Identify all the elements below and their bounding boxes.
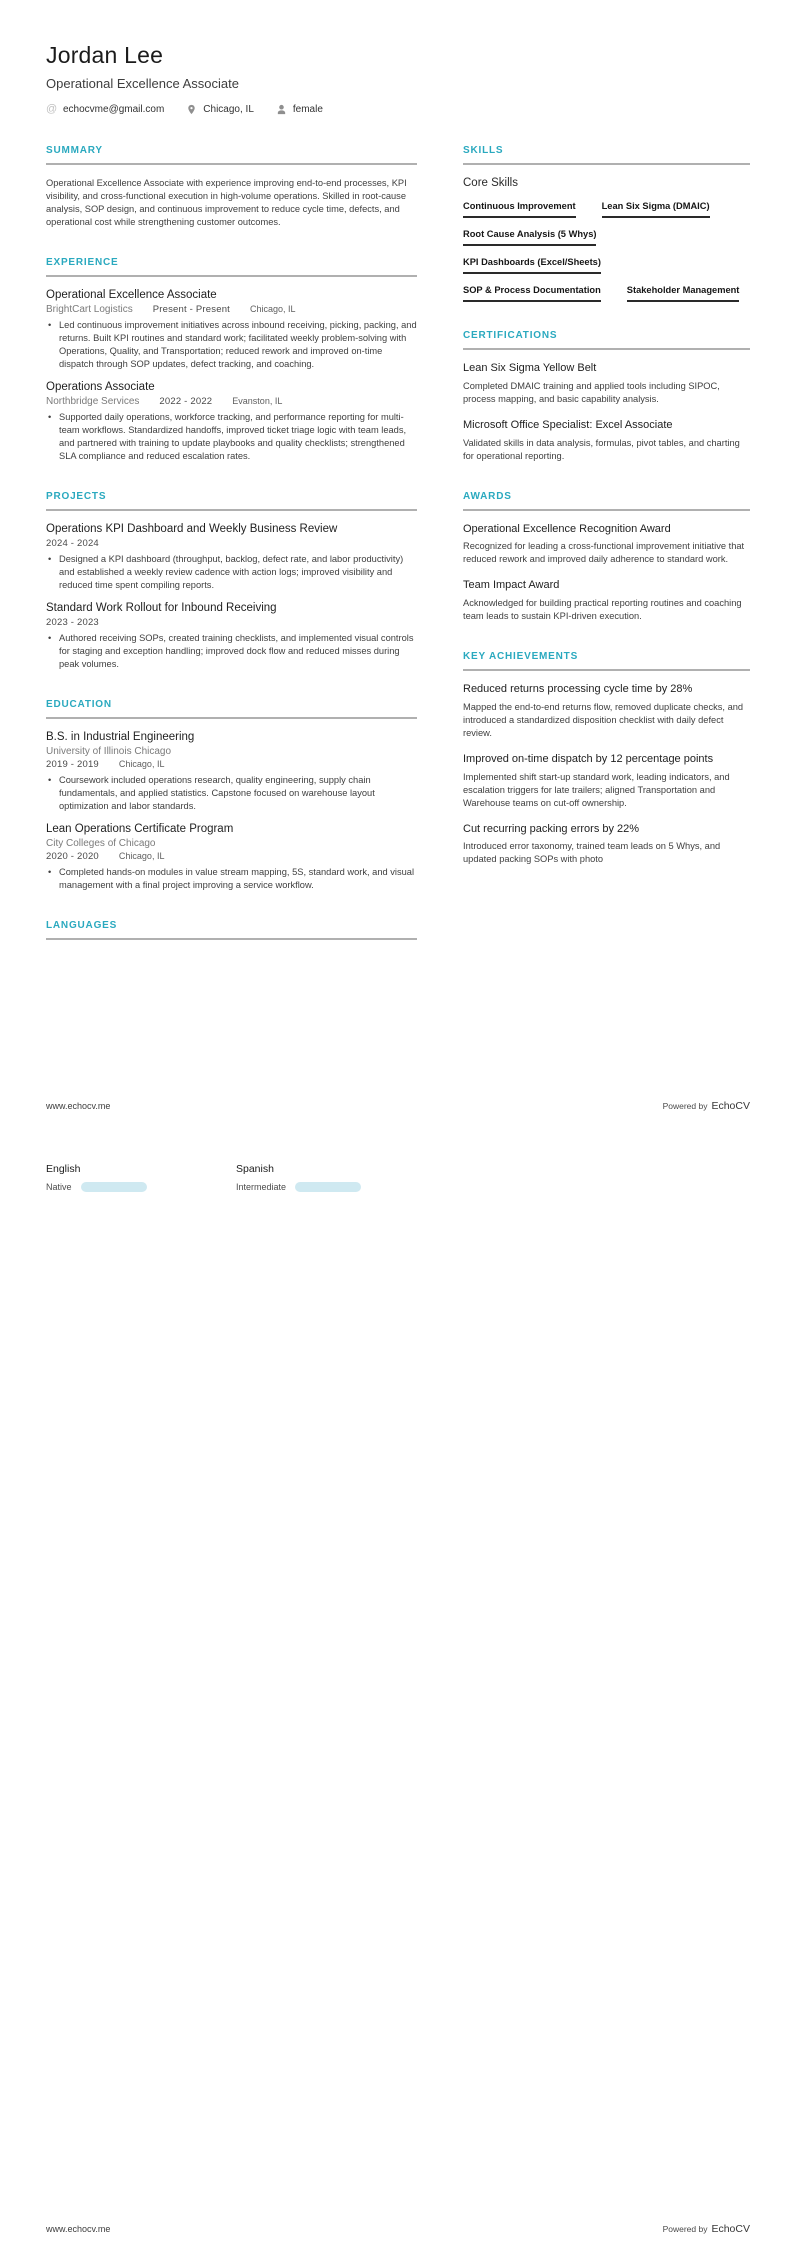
achievement-desc: Mapped the end-to-end returns flow, removed duplicate checks, and introduced a standardized disposition checklist with daily defect review.	[463, 701, 744, 738]
language-entry	[236, 1163, 426, 1192]
certification-entry	[463, 419, 750, 463]
page-footer	[46, 1100, 750, 1112]
resume-page-2	[0, 1123, 794, 2246]
language-name: Spanish	[236, 1163, 274, 1175]
award-desc: Recognized for leading a cross-functional improvement initiative that reduced rework and improved daily adherence to standard work.	[463, 541, 745, 565]
achievement-title: Improved on-time dispatch by 12 percentage points	[463, 752, 714, 765]
job-company: Northbridge Services	[46, 396, 140, 408]
skill-item: KPI Dashboards (Excel/Sheets)	[463, 257, 601, 274]
language-name: English	[46, 1163, 81, 1175]
section-skills	[463, 145, 750, 302]
award-title: Team Impact Award	[463, 579, 560, 592]
footer-site-url: www.echocv.me	[46, 2224, 111, 2234]
person-icon	[276, 104, 287, 115]
skill-item: Root Cause Analysis (5 Whys)	[463, 229, 596, 246]
degree-title: Lean Operations Certificate Program	[46, 823, 234, 836]
education-location: Chicago, IL	[118, 851, 165, 862]
footer-powered-by	[663, 1100, 750, 1112]
job-title: Operational Excellence Associate	[46, 289, 217, 302]
contact-gender-text: female	[292, 104, 323, 115]
education-entry	[46, 731, 417, 813]
certification-desc: Validated skills in data analysis, formulas, pivot tables, and charting for operational reporting.	[463, 437, 740, 461]
section-summary	[46, 145, 417, 229]
footer-powered-prefix: Powered by	[662, 2224, 708, 2234]
skills-heading: SKILLS	[463, 145, 750, 165]
project-entry	[46, 523, 417, 592]
language-entry	[46, 1163, 236, 1192]
achievement-title: Cut recurring packing errors by 22%	[463, 822, 640, 835]
languages-list	[46, 1163, 426, 1192]
language-level: Native	[46, 1182, 72, 1192]
language-proficiency-bar	[81, 1182, 147, 1192]
project-dates: 2023 - 2023	[46, 617, 99, 629]
person-job-title: Operational Excellence Associate	[46, 76, 239, 91]
education-heading: EDUCATION	[46, 699, 417, 719]
location-icon	[186, 104, 197, 115]
footer-powered-by	[663, 2223, 750, 2235]
job-bullet: • Supported daily operations, workforce tracking, and performance reporting for multi-team workflows. Standardized handoffs, improved ticket triage logic with team leads, and partnered with training to update playbooks and quality checklists; strengthened SLA compliance and reduced escalation rates.	[46, 411, 417, 463]
section-awards	[463, 491, 750, 624]
resume-columns	[0, 145, 794, 968]
certification-title: Microsoft Office Specialist: Excel Associate	[463, 418, 673, 431]
contact-email-text: echocvme@gmail.com	[63, 104, 165, 115]
contact-gender	[276, 104, 323, 115]
certification-title: Lean Six Sigma Yellow Belt	[463, 362, 597, 374]
resume-header	[0, 0, 794, 115]
award-desc: Acknowledged for building practical reporting routines and coaching team leads to sustain KPI-driven execution.	[463, 598, 742, 622]
language-level: Intermediate	[236, 1182, 287, 1192]
footer-powered-prefix: Powered by	[662, 1101, 708, 1111]
job-dates: Present - Present	[152, 304, 231, 316]
job-company: BrightCart Logistics	[46, 304, 133, 316]
skills-group-title: Core Skills	[463, 177, 518, 189]
at-icon: @	[46, 103, 58, 115]
section-education	[46, 699, 417, 892]
languages-heading: LANGUAGES	[46, 920, 417, 940]
person-name: Jordan Lee	[46, 42, 164, 68]
certification-desc: Completed DMAIC training and applied tools including SIPOC, process mapping, and basic capability analysis.	[463, 380, 720, 404]
experience-entry	[46, 381, 417, 463]
skill-item: Lean Six Sigma (DMAIC)	[602, 201, 710, 218]
projects-heading: PROJECTS	[46, 491, 417, 511]
skills-list	[463, 201, 750, 302]
job-title: Operations Associate	[46, 381, 155, 394]
certification-entry	[463, 362, 750, 406]
education-entry	[46, 823, 417, 892]
job-dates: 2022 - 2022	[159, 396, 213, 408]
summary-text: Operational Excellence Associate with experience improving end-to-end processes, KPI visibility, and cross-functional execution in high-volume operations. Skilled in root-cause analysis, SOP design, and continuous improvement to reduce cycle time, defects, and operational cost while strengthening customer outcomes.	[46, 178, 407, 228]
achievement-entry	[463, 683, 750, 740]
contact-email	[46, 104, 164, 115]
award-entry	[463, 523, 750, 567]
achievement-entry	[463, 823, 750, 867]
summary-heading: SUMMARY	[46, 145, 417, 165]
education-location: Chicago, IL	[118, 759, 165, 770]
experience-entry	[46, 289, 417, 371]
section-languages	[46, 920, 417, 940]
skill-item: SOP & Process Documentation	[463, 285, 601, 302]
project-entry	[46, 602, 417, 671]
section-experience	[46, 257, 417, 463]
award-entry	[463, 579, 750, 623]
left-column	[46, 145, 417, 968]
project-dates: 2024 - 2024	[46, 538, 99, 550]
job-bullet: • Led continuous improvement initiatives across inbound receiving, picking, packing, and returns. Built KPI routines and standard work; facilitated weekly problem-solving with Operations, Quality, and Transportation; reduced rework and improved on-time dispatch through SOP updates, defect tracking, and coaching.	[46, 319, 417, 371]
achievement-title: Reduced returns processing cycle time by 28%	[463, 683, 693, 696]
section-certifications	[463, 330, 750, 463]
awards-heading: AWARDS	[463, 491, 750, 511]
project-bullet: • Authored receiving SOPs, created training checklists, and implemented visual controls for staging and exception handling; improved dock flow and reduced misses during peak volumes.	[46, 632, 417, 671]
page-footer	[46, 2223, 750, 2235]
contact-row	[46, 104, 750, 115]
key-achievements-heading: KEY ACHIEVEMENTS	[463, 651, 750, 671]
degree-title: B.S. in Industrial Engineering	[46, 731, 195, 744]
experience-heading: EXPERIENCE	[46, 257, 417, 277]
job-location: Chicago, IL	[250, 304, 296, 315]
education-dates: 2019 - 2019	[46, 759, 99, 771]
award-title: Operational Excellence Recognition Award	[463, 522, 671, 535]
achievement-entry	[463, 753, 750, 810]
skill-item: Stakeholder Management	[627, 285, 740, 302]
section-projects	[46, 491, 417, 671]
project-title: Operations KPI Dashboard and Weekly Business Review	[46, 523, 338, 536]
right-column	[463, 145, 750, 968]
certifications-heading: CERTIFICATIONS	[463, 330, 750, 350]
skill-item: Continuous Improvement	[463, 201, 576, 218]
project-bullet: • Designed a KPI dashboard (throughput, backlog, defect rate, and labor productivity) and established a weekly review cadence with action logs; improved visibility and reduced time spent compiling reports.	[46, 553, 417, 592]
language-proficiency-bar	[295, 1182, 361, 1192]
education-bullet: • Coursework included operations research, quality engineering, supply chain fundamentals, and applied statistics. Capstone focused on warehouse layout optimization and labor standards.	[46, 774, 417, 813]
school-name: University of Illinois Chicago	[46, 746, 172, 758]
footer-site-url: www.echocv.me	[46, 1101, 111, 1111]
achievement-desc: Implemented shift start-up standard work, leading indicators, and escalation triggers for late trailers; aligned Transportation and Warehouse teams on cut-off ownership.	[463, 771, 730, 808]
footer-brand: EchoCV	[711, 2223, 750, 2235]
footer-brand: EchoCV	[711, 1100, 750, 1112]
contact-location	[186, 104, 254, 115]
job-location: Evanston, IL	[232, 396, 283, 407]
contact-location-text: Chicago, IL	[203, 104, 254, 115]
education-dates: 2020 - 2020	[46, 851, 99, 863]
education-bullet: • Completed hands-on modules in value stream mapping, 5S, standard work, and visual management with a final project improving a service workflow.	[46, 866, 417, 892]
project-title: Standard Work Rollout for Inbound Receiving	[46, 602, 277, 615]
section-key-achievements	[463, 651, 750, 866]
achievement-desc: Introduced error taxonomy, trained team leads on 5 Whys, and updated packing SOPs with photo	[463, 841, 721, 865]
school-name: City Colleges of Chicago	[46, 838, 156, 850]
